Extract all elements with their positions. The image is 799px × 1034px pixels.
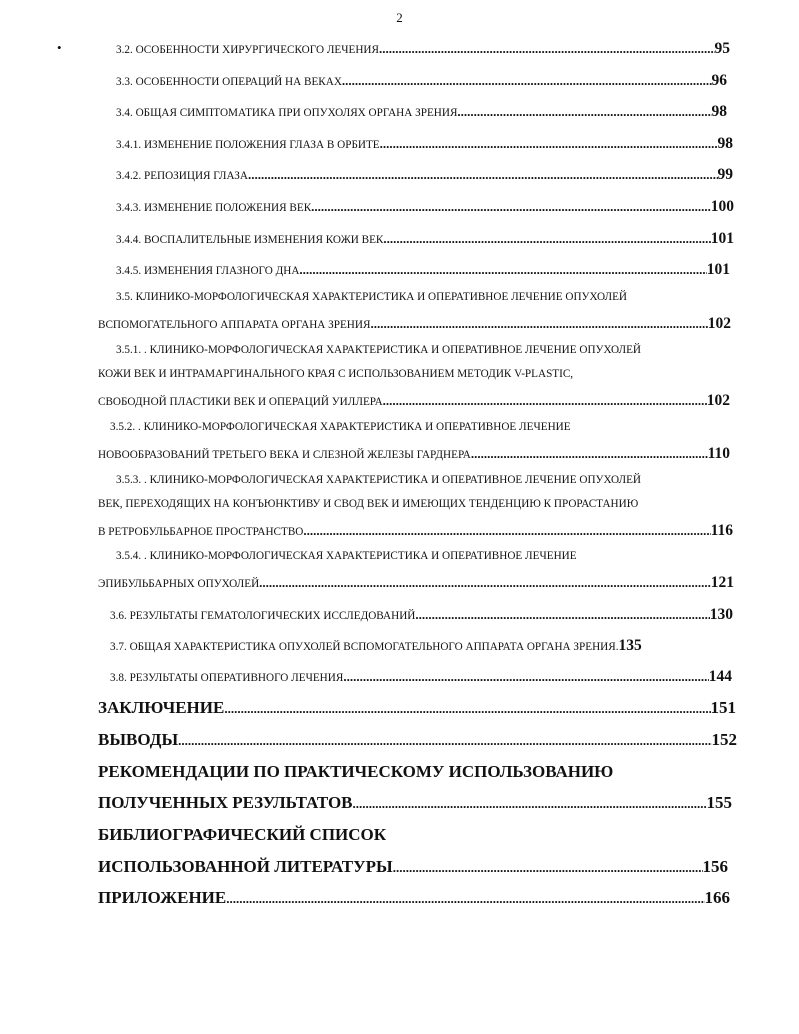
- toc-entry-page: 155: [706, 793, 732, 812]
- toc-entry-3-4-4: [116, 230, 734, 248]
- dot-leader: [379, 41, 715, 57]
- toc-entry-title: 3.2. ОСОБЕННОСТИ ХИРУРГИЧЕСКОГО ЛЕЧЕНИЯ: [116, 44, 379, 56]
- dot-leader: [248, 167, 718, 183]
- toc-entry-3-3: [116, 72, 727, 90]
- toc-entry-3-5: [98, 315, 731, 333]
- toc-entry-title: ПОЛУЧЕННЫХ РЕЗУЛЬТАТОВ: [98, 793, 353, 812]
- toc-entry-page: 156: [702, 857, 728, 876]
- toc-entry-3-5-1-line1: 3.5.1. . КЛИНИКО-МОРФОЛОГИЧЕСКАЯ ХАРАКТЕРИСТИКА И ОПЕРАТИВНОЕ ЛЕЧЕНИЕ ОПУХОЛЕЙ: [116, 344, 641, 356]
- toc-entry-3-4: [116, 103, 727, 121]
- toc-entry-title: В РЕТРОБУЛЬБАРНОЕ ПРОСТРАНСТВО: [98, 526, 304, 538]
- toc-entry-title: ЭПИБУЛЬБАРНЫХ ОПУХОЛЕЙ: [98, 578, 260, 590]
- toc-entry-3-5-3-line1: 3.5.3. . КЛИНИКО-МОРФОЛОГИЧЕСКАЯ ХАРАКТЕРИСТИКА И ОПЕРАТИВНОЕ ЛЕЧЕНИЕ ОПУХОЛЕЙ: [116, 474, 641, 486]
- dot-leader: [457, 104, 711, 120]
- dot-leader: [311, 199, 711, 215]
- dot-leader: [303, 523, 710, 539]
- toc-entry-title: РЕКОМЕНДАЦИИ ПО ПРАКТИЧЕСКОМУ ИСПОЛЬЗОВАНИЮ: [98, 762, 614, 781]
- toc-entry-3-5-3-line2: ВЕК, ПЕРЕХОДЯЩИХ НА КОНЪЮНКТИВУ И СВОД ВЕК И ИМЕЮЩИХ ТЕНДЕНЦИЮ К ПРОРАСТАНИЮ: [98, 498, 639, 510]
- toc-entry-3-5-4-line1: 3.5.4. . КЛИНИКО-МОРФОЛОГИЧЕСКАЯ ХАРАКТЕРИСТИКА И ОПЕРАТИВНОЕ ЛЕЧЕНИЕ: [116, 550, 577, 562]
- toc-entry-title: СВОБОДНОЙ ПЛАСТИКИ ВЕК И ОПЕРАЦИЙ УИЛЛЕРА: [98, 396, 383, 408]
- toc-entry-title: ВЫВОДЫ: [98, 730, 179, 749]
- dot-leader: [471, 446, 708, 462]
- bullet-mark: •: [57, 40, 62, 55]
- toc-entry-3-4-3: [116, 198, 734, 216]
- toc-entry-title: ЗАКЛЮЧЕНИЕ: [98, 698, 225, 717]
- dot-leader: [380, 136, 718, 152]
- toc-entry-title: ИСПОЛЬЗОВАННОЙ ЛИТЕРАТУРЫ: [98, 857, 393, 876]
- dot-leader: [226, 891, 704, 907]
- toc-entry-recommendations: [98, 793, 732, 813]
- toc-entry-3-7: [110, 637, 736, 655]
- toc-entry-page: 102: [707, 315, 731, 332]
- toc-entry-page: 152: [711, 730, 737, 749]
- dot-leader: [343, 669, 708, 685]
- toc-entry-conclusion: [98, 698, 736, 718]
- toc-entry-page: 166: [704, 888, 730, 907]
- toc-entry-page: 99: [717, 166, 733, 183]
- toc-entry-page: 116: [710, 522, 733, 539]
- dot-leader: [415, 607, 709, 623]
- toc-entry-title: 3.4.1. ИЗМЕНЕНИЕ ПОЛОЖЕНИЯ ГЛАЗА В ОРБИТЕ: [116, 139, 380, 151]
- toc-entry-page: 121: [710, 574, 734, 591]
- toc-entry-title: 3.4.4. ВОСПАЛИТЕЛЬНЫЕ ИЗМЕНЕНИЯ КОЖИ ВЕК: [116, 234, 384, 246]
- toc-entry-title: ПРИЛОЖЕНИЕ: [98, 888, 227, 907]
- toc-entry-page: 144: [708, 668, 732, 685]
- toc-entry-title: 3.3. ОСОБЕННОСТИ ОПЕРАЦИЙ НА ВЕКАХ: [116, 76, 342, 88]
- toc-entry-3-5-1-line2: КОЖИ ВЕК И ИНТРАМАРГИНАЛЬНОГО КРАЯ С ИСПОЛЬЗОВАНИЕМ МЕТОДИК V-PLASTIC,: [98, 368, 574, 380]
- dot-leader: [383, 231, 710, 247]
- toc-entry-page: 135: [618, 637, 642, 654]
- toc-entry-page: 110: [707, 445, 730, 462]
- toc-entry-title: 3.7. ОБЩАЯ ХАРАКТЕРИСТИКА ОПУХОЛЕЙ ВСПОМОГАТЕЛЬНОГО АППАРАТА ОРГАНА ЗРЕНИЯ.: [110, 641, 619, 653]
- toc-entry-page: 130: [709, 606, 733, 623]
- toc-entry-title: 3.8. РЕЗУЛЬТАТЫ ОПЕРАТИВНОГО ЛЕЧЕНИЯ: [110, 672, 344, 684]
- toc-entry-3-5-2: [98, 445, 730, 463]
- dot-leader: [353, 796, 707, 812]
- toc-entry-bibliography: [98, 857, 728, 877]
- toc-entry-findings: [98, 730, 737, 750]
- dot-leader: [393, 860, 703, 876]
- toc-entry-title: 3.6. РЕЗУЛЬТАТЫ ГЕМАТОЛОГИЧЕСКИХ ИССЛЕДОВАНИЙ: [110, 610, 416, 622]
- toc-entry-title: НОВООБРАЗОВАНИЙ ТРЕТЬЕГО ВЕКА И СЛЕЗНОЙ ЖЕЛЕЗЫ ГАРДНЕРА: [98, 449, 471, 461]
- toc-entry-page: 101: [706, 261, 730, 278]
- toc-entry-3-2: [116, 40, 730, 58]
- toc-entry-3-6: [110, 606, 733, 624]
- toc-entry-title: 3.4. ОБЩАЯ СИМПТОМАТИКА ПРИ ОПУХОЛЯХ ОРГАНА ЗРЕНИЯ: [116, 107, 458, 119]
- toc-entry-3-5-3: [98, 522, 733, 540]
- toc-entry-page: 96: [711, 72, 727, 89]
- toc-entry-title: 3.4.5. ИЗМЕНЕНИЯ ГЛАЗНОГО ДНА: [116, 265, 300, 277]
- toc-entry-3-4-1: [116, 135, 733, 153]
- toc-entry-bibliography-line1: [98, 825, 598, 845]
- toc-entry-page: 98: [717, 135, 733, 152]
- toc-entry-3-5-line1: 3.5. КЛИНИКО-МОРФОЛОГИЧЕСКАЯ ХАРАКТЕРИСТИКА И ОПЕРАТИВНОЕ ЛЕЧЕНИЕ ОПУХОЛЕЙ: [116, 291, 628, 303]
- toc-entry-3-4-5: [116, 261, 730, 279]
- dot-leader: [178, 733, 711, 749]
- dot-leader: [224, 701, 710, 717]
- dot-leader: [259, 575, 711, 591]
- toc-entry-page: 101: [710, 230, 734, 247]
- dot-leader: [342, 73, 712, 89]
- toc-entry-recommendations-line1: [98, 762, 698, 782]
- toc-entry-page: 151: [710, 698, 736, 717]
- toc-entry-appendix: [98, 888, 730, 908]
- toc-entry-page: 102: [706, 392, 730, 409]
- toc-entry-page: 98: [711, 103, 727, 120]
- toc-entry-title: БИБЛИОГРАФИЧЕСКИЙ СПИСОК: [98, 825, 387, 844]
- toc-entry-3-5-2-line1: 3.5.2. . КЛИНИКО-МОРФОЛОГИЧЕСКАЯ ХАРАКТЕРИСТИКА И ОПЕРАТИВНОЕ ЛЕЧЕНИЕ: [110, 421, 571, 433]
- toc-entry-title: 3.4.2. РЕПОЗИЦИЯ ГЛАЗА: [116, 170, 248, 182]
- toc-entry-page: 100: [710, 198, 734, 215]
- toc-entry-3-5-4: [98, 574, 734, 592]
- toc-entry-3-4-2: [116, 166, 733, 184]
- toc-entry-page: 95: [714, 40, 730, 57]
- toc-entry-3-5-1: [98, 392, 730, 410]
- dot-leader: [370, 316, 707, 332]
- dot-leader: [299, 262, 706, 278]
- toc-entry-title: 3.4.3. ИЗМЕНЕНИЕ ПОЛОЖЕНИЯ ВЕК: [116, 202, 312, 214]
- toc-entry-3-8: [110, 668, 732, 686]
- toc-entry-title: ВСПОМОГАТЕЛЬНОГО АППАРАТА ОРГАНА ЗРЕНИЯ: [98, 319, 371, 331]
- page-number: 2: [396, 10, 403, 25]
- dot-leader: [383, 393, 707, 409]
